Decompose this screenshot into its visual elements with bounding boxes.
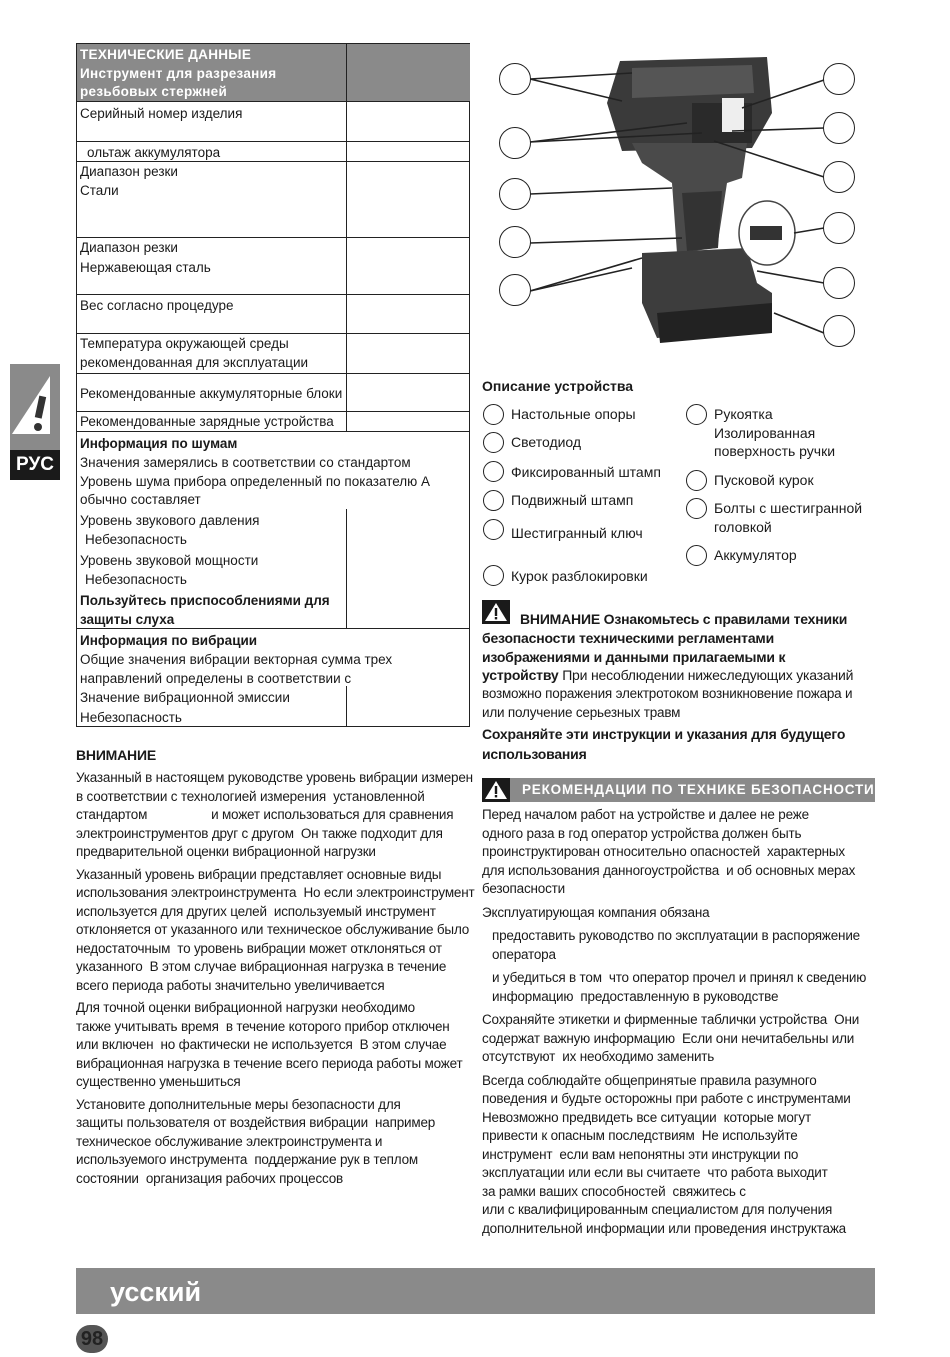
row-chargers: Рекомендованные зарядные устройства — [80, 414, 334, 429]
text-line: предварительной оценки вибрационной нагрузки — [76, 844, 376, 859]
noise-power-uncertainty: Небезопасность — [85, 572, 187, 587]
row-range-steel-2: Стали — [80, 183, 119, 198]
table-row — [77, 411, 469, 431]
text-line: дополнительной информации или проведения инструктажа — [482, 1220, 846, 1236]
text-line: оператора — [492, 946, 556, 962]
noise-pressure-uncertainty: Небезопасность — [85, 532, 187, 547]
text-line: используется для других целей используемый инструмент — [76, 903, 436, 919]
table-header-value-column — [346, 44, 470, 101]
text-line: Указанный в настоящем руководстве уровень вибрации измерен — [76, 770, 473, 785]
caution-text — [76, 769, 476, 1188]
vibration-line-2: направлений определены в соответствии с — [80, 671, 352, 686]
text-line: Указанный уровень вибрации представляет основные виды — [76, 866, 442, 882]
technical-data-table — [76, 43, 470, 727]
text-line: техническое обслуживание электроинструмента и — [76, 1133, 383, 1149]
description-item — [714, 405, 835, 461]
description-item: Фиксированный штамп — [511, 464, 661, 480]
table-row — [77, 237, 469, 294]
callout-circle — [823, 112, 855, 144]
callout-circle — [823, 267, 855, 299]
row-weight: Вес согласно процедуре — [80, 298, 234, 313]
caution-paragraph — [76, 866, 476, 996]
row-temp-2: рекомендованная для эксплуатации — [80, 355, 309, 370]
text-line: эксплуатации или если вы считаете что работа выходит — [482, 1165, 828, 1180]
hearing-protection-1: Пользуйтесь приспособлениями для — [80, 593, 330, 608]
description-item: Курок разблокировки — [511, 568, 648, 584]
noise-line-3: обычно составляет — [80, 492, 201, 507]
noise-title: Информация по шумам — [80, 436, 238, 451]
text-line: Сохраняйте этикетки и фирменные таблички устройства Они — [482, 1012, 860, 1027]
hearing-protection-2: защиты слуха — [80, 612, 175, 627]
table-header-text — [80, 46, 340, 102]
warning-rest: При несоблюдении нижеследующих указаний — [562, 667, 854, 683]
text-line: для использования данногоустройства и об основных мерах — [482, 862, 856, 878]
warning-line: изображениями и данными прилагаемыми к — [482, 649, 786, 665]
text-line: предоставить руководство по эксплуатации в распоряжение — [492, 928, 860, 943]
text-line: используемого инструмента поддержание рук в теплом — [76, 1152, 418, 1167]
table-header-line: Инструмент для разрезания — [80, 65, 277, 81]
table-header-line: ТЕХНИЧЕСКИЕ ДАННЫЕ — [80, 47, 252, 62]
row-serial: Серийный номер изделия — [80, 106, 243, 121]
safety-paragraph — [482, 1011, 875, 1067]
noise-line-2: Уровень шума прибора определенный по показателю A — [80, 474, 431, 489]
safety-bullet — [482, 969, 875, 1006]
description-item: Пусковой курок — [714, 472, 814, 488]
item-circle — [686, 470, 707, 491]
text-line: защиты пользователя от воздействия вибрации например — [76, 1115, 436, 1130]
caution-paragraph — [76, 999, 476, 1092]
table-row — [77, 101, 469, 141]
text-line: Установите дополнительные меры безопасности для — [76, 1096, 401, 1112]
warning-icon — [482, 778, 510, 802]
text-line: отклоняется от указанного или техническое обслуживание было — [76, 922, 470, 937]
text-line: вибрационная нагрузка в течение всего периода работы может — [76, 1055, 463, 1071]
callout-circle — [823, 212, 855, 244]
text-line: или с квалифицированным специалистом для получения — [482, 1202, 833, 1217]
keep-instructions-line: использования — [482, 746, 587, 762]
description-item-line: Изолированная — [714, 424, 816, 441]
text-line: отсутствуют их необходимо заменить — [482, 1049, 715, 1064]
text-line: недостаточным то уровень вибрации может отклоняться от — [76, 940, 442, 956]
text-line: также учитывать время в течение которого прибор отключен — [76, 1018, 450, 1034]
text-line: и убедиться в том что оператор прочел и принял к сведению — [492, 970, 867, 985]
warning-icon — [482, 600, 510, 624]
warning-bold-end: устройству — [482, 667, 559, 683]
safety-paragraph — [482, 806, 875, 899]
language-side-tab — [10, 364, 60, 480]
warning-line: безопасности техническими регламентами — [482, 630, 774, 646]
table-header-line: резьбовых стержней — [80, 84, 228, 99]
table-row — [77, 373, 469, 411]
device-description-title: Описание устройства — [482, 378, 634, 394]
column-divider — [346, 101, 347, 431]
description-item-line: поверхность ручки — [714, 443, 836, 459]
callout-circle — [499, 63, 531, 95]
warning-rest-line: или получение серьезных травм — [482, 705, 681, 720]
warning-tab-background — [10, 364, 60, 450]
noise-line-1: Значения замерялись в соответствии со стандартом — [80, 455, 411, 470]
table-row — [77, 294, 469, 333]
footer-language: усский — [110, 1277, 202, 1307]
text-line: проинструктирован относительно опасностей характерных — [482, 844, 845, 859]
safety-bullet — [482, 927, 875, 964]
description-item: Шестигранный ключ — [511, 525, 643, 541]
row-temp-1: Температура окружающей среды — [80, 336, 289, 351]
text-line: в соответствии с технологией измерения установленной — [76, 788, 425, 804]
text-line: содержат важную информацию Если они нечитабельны или — [482, 1030, 855, 1046]
safety-text — [482, 806, 875, 1238]
description-item-line: головкой — [714, 518, 772, 535]
caution-paragraph — [76, 1096, 476, 1189]
table-header-line — [80, 46, 340, 102]
text-line: электроинструментов друг с другом Он также подходит для — [76, 825, 443, 841]
keep-instructions-line: Сохраняйте эти инструкции и указания для будущего — [482, 726, 846, 742]
page-number: 98 — [80, 1328, 104, 1350]
column-divider — [346, 509, 347, 628]
vibration-uncertainty: Небезопасность — [80, 710, 182, 725]
caution-heading: ВНИМАНИЕ — [76, 747, 156, 763]
safety-paragraph: Эксплуатирующая компания обязана — [482, 904, 710, 920]
warning-line — [482, 666, 853, 685]
noise-pressure: Уровень звукового давления — [80, 513, 260, 528]
table-row — [77, 333, 469, 373]
text-line: инструмент если вам непонятны эти инструкции по — [482, 1146, 799, 1162]
item-circle — [483, 519, 504, 540]
callout-circle — [823, 315, 855, 347]
text-line: за рамки ваших способностей свяжитесь с — [482, 1183, 746, 1199]
item-circle — [483, 565, 504, 586]
callout-circle — [823, 161, 855, 193]
row-range-stainless-1: Диапазон резки — [80, 240, 178, 255]
row-range-steel-1: Диапазон резки — [80, 164, 178, 179]
threaded-rod-cutter-illustration — [482, 43, 875, 363]
vibration-emission: Значение вибрационной эмиссии — [80, 690, 290, 705]
column-divider — [346, 686, 347, 727]
description-item-line: Болты с шестигранной — [714, 500, 863, 516]
description-item — [714, 499, 862, 536]
language-code: РУС — [10, 450, 60, 480]
item-circle — [483, 490, 504, 511]
item-circle — [483, 404, 504, 425]
warning-triangle-icon — [10, 364, 60, 450]
item-circle — [483, 432, 504, 453]
caution-paragraph — [76, 769, 476, 862]
callout-circle — [499, 127, 531, 159]
text-line: Перед началом работ на устройстве и далее не реже — [482, 807, 809, 822]
text-line: всего периода работы значительно увеличивается — [76, 977, 385, 993]
noise-power: Уровень звуковой мощности — [80, 553, 259, 568]
table-row — [77, 161, 469, 237]
warning-rest-line: возможно поражения электротоком возникновение пожара и — [482, 686, 853, 701]
tool-figure — [482, 43, 875, 363]
text-line: привести к опасным последствиям Не используйте — [482, 1128, 798, 1143]
text-line: существенно уменьшиться — [76, 1074, 241, 1089]
description-item-line: Рукоятка — [714, 406, 773, 422]
table-row — [77, 141, 469, 161]
callout-circle — [499, 178, 531, 210]
description-item: Аккумулятор — [714, 547, 797, 563]
callout-circle — [823, 63, 855, 95]
vibration-section — [77, 628, 469, 727]
text-line: безопасности — [482, 881, 565, 896]
vibration-line-1: Общие значения вибрации векторная сумма трех — [80, 652, 393, 667]
vibration-title: Информация по вибрации — [80, 633, 258, 648]
item-circle — [483, 461, 504, 482]
text-line: указанного В этом случае вибрационная нагрузка в течение — [76, 959, 447, 974]
item-circle — [686, 404, 707, 425]
text-line: или включен но фактически не используется В этом случае — [76, 1037, 447, 1052]
row-voltage: ольтаж аккумулятора — [87, 145, 221, 160]
item-circle — [686, 545, 707, 566]
description-item: Подвижный штамп — [511, 492, 634, 508]
row-range-stainless-2: Нержавеющая сталь — [80, 260, 211, 275]
callout-circle — [499, 274, 531, 306]
safety-paragraph — [482, 1072, 875, 1239]
text-line: Для точной оценки вибрационной нагрузки необходимо — [76, 1000, 415, 1015]
text-line: одного раза в год оператор устройства должен быть — [482, 825, 802, 841]
text-line: использования электроинструмента Но если электроинструмент — [76, 885, 475, 900]
row-batteries: Рекомендованные аккумуляторные блоки — [80, 386, 343, 401]
description-item: Светодиод — [511, 434, 582, 450]
text-line: Всегда соблюдайте общепринятые правила разумного — [482, 1072, 817, 1088]
text-line: стандартом и может использоваться для сравнения — [76, 807, 454, 822]
noise-section — [77, 431, 469, 628]
warning-line: ВНИМАНИЕ Ознакомьтесь с правилами техники — [520, 611, 848, 627]
text-line: состоянии организация рабочих процессов — [76, 1170, 344, 1186]
item-circle — [686, 498, 707, 519]
text-line: Невозможно предвидеть все ситуации которые могут — [482, 1109, 811, 1125]
text-line: информацию предоставленную в руководстве — [492, 988, 779, 1004]
callout-circle — [499, 226, 531, 258]
description-item: Настольные опоры — [511, 406, 636, 422]
safety-heading: РЕКОМЕНДАЦИИ ПО ТЕХНИКЕ БЕЗОПАСНОСТИ — [522, 782, 875, 797]
text-line: поведения и будьте осторожны при работе с инструментами — [482, 1091, 851, 1106]
